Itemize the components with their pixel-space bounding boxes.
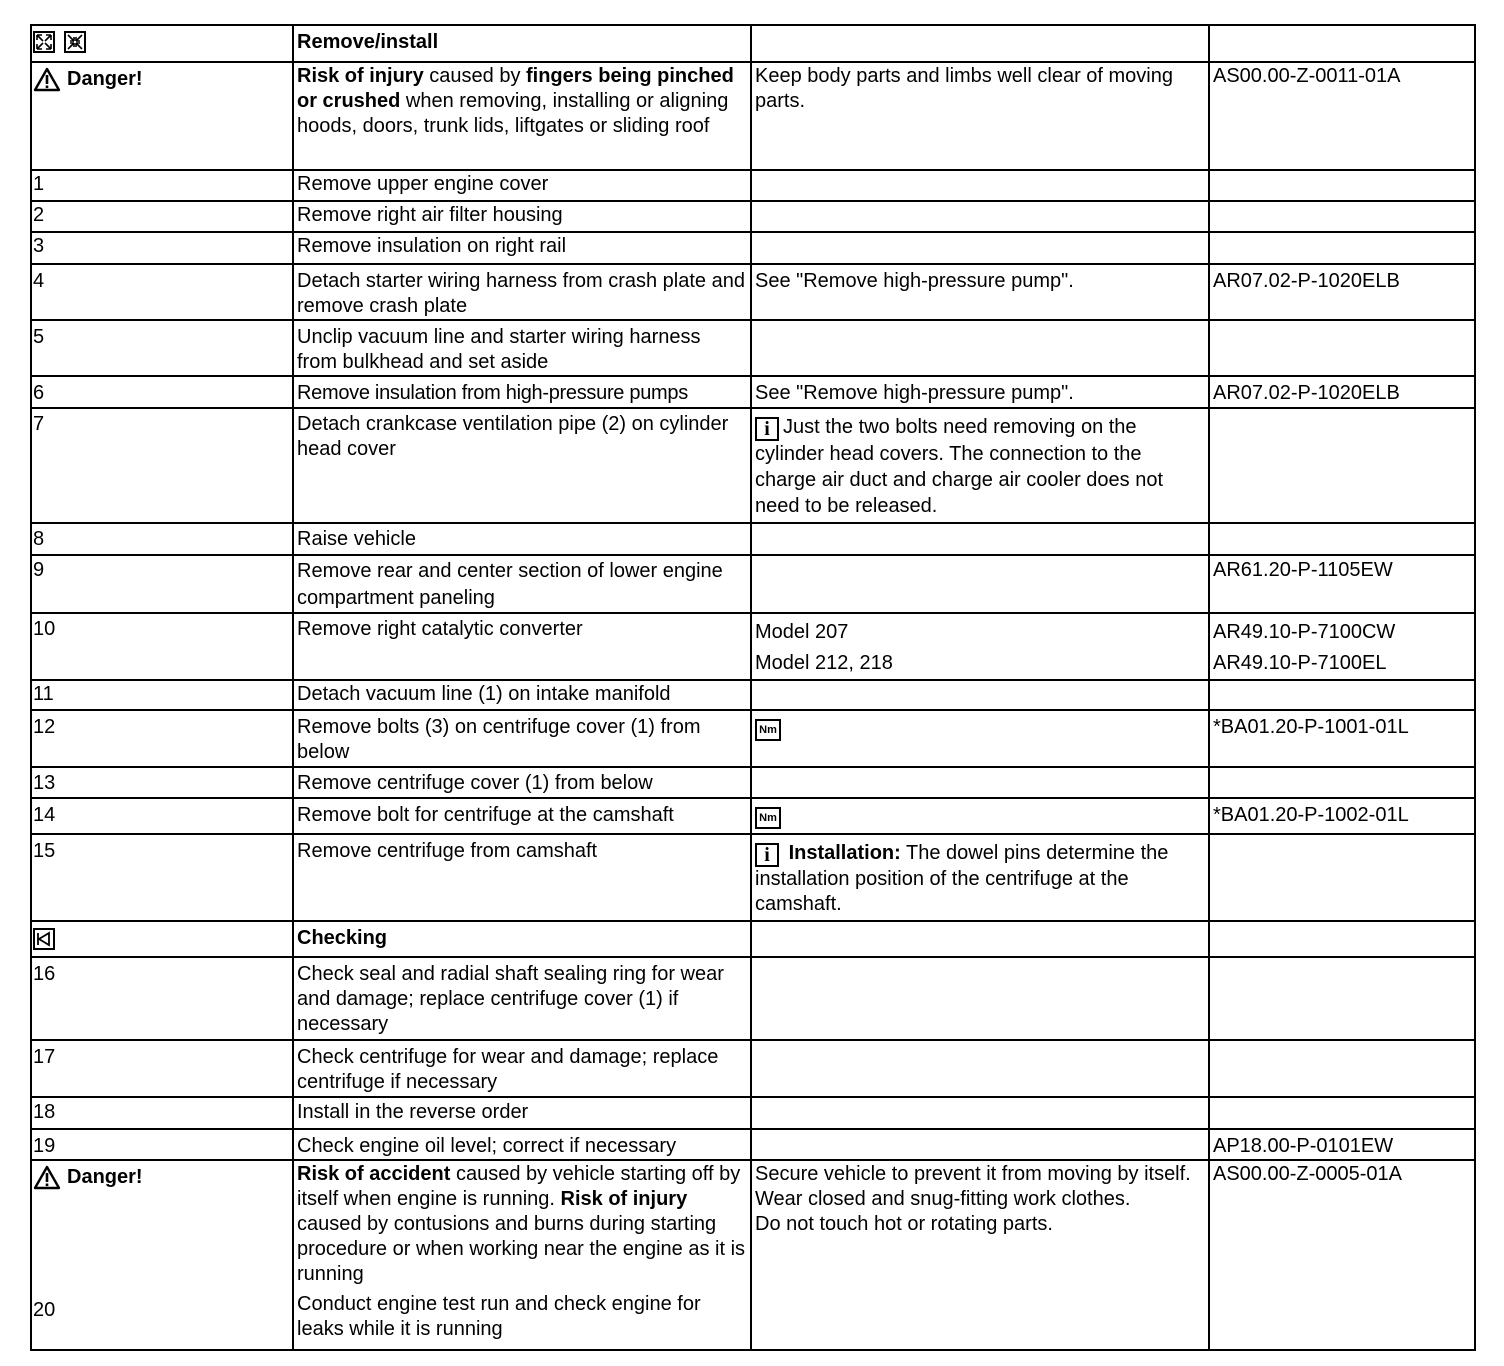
risk-bold-text: Risk of injury: [297, 65, 424, 87]
step-text: Remove insulation on right rail: [293, 232, 751, 264]
step-ref-link[interactable]: AR61.20-P-1105EW: [1209, 555, 1475, 613]
step-ref-link[interactable]: *BA01.20-P-1002-01L: [1209, 798, 1475, 834]
table-row: [31, 264, 1475, 320]
step-number: 6: [31, 376, 293, 408]
risk-text: caused by contusions and burns during starting procedure or when working near the engine as it is running: [297, 1213, 746, 1285]
table-row: [31, 376, 1475, 408]
empty-cell: [751, 170, 1209, 201]
checking-title: Checking: [293, 921, 751, 957]
step-number: 2: [31, 201, 293, 232]
info-icon: i: [755, 417, 779, 441]
empty-cell: [751, 680, 1209, 710]
step-number: 7: [31, 408, 293, 523]
danger-ref-link[interactable]: AS00.00-Z-0011-01A: [1209, 62, 1475, 170]
danger-risk-cell: [293, 1160, 751, 1350]
risk-text: caused by vehicle starting off by itself when engine is running.: [297, 1163, 741, 1210]
danger-label-cell: [31, 1160, 293, 1350]
checking-icon: [33, 928, 55, 950]
info-note-bold: Installation:: [788, 842, 901, 864]
danger-notes-cell: [751, 1160, 1209, 1350]
table-row: [31, 1097, 1475, 1129]
empty-cell: [751, 25, 1209, 62]
danger-label-cell: [31, 62, 293, 170]
expand-icon: [33, 31, 55, 53]
empty-cell: [751, 201, 1209, 232]
risk-bold-text: Risk of injury: [560, 1188, 688, 1210]
empty-cell: [751, 767, 1209, 798]
step-text: Remove right catalytic converter: [293, 613, 751, 680]
step-note-cell: [751, 613, 1209, 680]
empty-cell: [1209, 1040, 1475, 1097]
step-text: Detach crankcase ventilation pipe (2) on cylinder head cover: [293, 408, 751, 523]
info-note: Just the two bolts need removing on the cylinder head covers. The connection to the charge air duct and charge air cooler does not need to be released.: [755, 416, 1164, 517]
procedure-table: [30, 24, 1476, 1351]
table-row: [31, 523, 1475, 555]
empty-cell: [751, 1097, 1209, 1129]
step-ref-link[interactable]: AR07.02-P-1020ELB: [1209, 264, 1475, 320]
table-row: [31, 798, 1475, 834]
empty-cell: [1209, 320, 1475, 376]
empty-cell: [751, 232, 1209, 264]
step-note: See "Remove high-pressure pump".: [751, 264, 1209, 320]
empty-cell: [1209, 170, 1475, 201]
danger-row: [31, 62, 1475, 170]
step-number: 10: [31, 613, 293, 680]
empty-cell: [1209, 1097, 1475, 1129]
step-text: Check seal and radial shaft sealing ring for wear and damage; replace centrifuge cover (1) if necessary: [293, 957, 751, 1040]
table-row: [31, 710, 1475, 767]
danger-row: [31, 1160, 1475, 1350]
step-text: Remove right air filter housing: [293, 201, 751, 232]
step-info-cell: [751, 834, 1209, 921]
torque-cell: [751, 798, 1209, 834]
danger-note: Wear closed and snug-fitting work clothes.: [755, 1188, 1131, 1210]
step-text: Remove centrifuge from camshaft: [293, 834, 751, 921]
step-number: 13: [31, 767, 293, 798]
step-text: Remove insulation from high-pressure pumps: [293, 376, 751, 408]
step-number: 12: [31, 710, 293, 767]
step-number: 9: [31, 555, 293, 613]
empty-cell: [1209, 767, 1475, 798]
step-number: 17: [31, 1040, 293, 1097]
empty-cell: [1209, 921, 1475, 957]
empty-cell: [751, 1040, 1209, 1097]
empty-cell: [751, 320, 1209, 376]
step-text: Remove bolts (3) on centrifuge cover (1) from below: [293, 710, 751, 767]
step-text: Detach vacuum line (1) on intake manifold: [293, 680, 751, 710]
step-text: Remove upper engine cover: [293, 170, 751, 201]
step-number: 11: [31, 680, 293, 710]
torque-nm-icon: Nm: [755, 719, 781, 741]
step-number: 1: [31, 170, 293, 201]
empty-cell: [1209, 201, 1475, 232]
table-row: [31, 170, 1475, 201]
step-text: Remove rear and center section of lower engine compartment paneling: [293, 555, 751, 613]
risk-text: when removing, installing or aligning hoods, doors, trunk lids, liftgates or sliding roof: [297, 90, 729, 137]
empty-cell: [1209, 25, 1475, 62]
danger-note: Secure vehicle to prevent it from moving by itself.: [755, 1163, 1191, 1185]
header-row: [31, 25, 1475, 62]
empty-cell: [1209, 680, 1475, 710]
step-number: 8: [31, 523, 293, 555]
step-number: 3: [31, 232, 293, 264]
empty-cell: [751, 523, 1209, 555]
step-text: Remove centrifuge cover (1) from below: [293, 767, 751, 798]
step-number: 16: [31, 957, 293, 1040]
table-row: [31, 555, 1475, 613]
step-text: Conduct engine test run and check engine for leaks while it is running: [297, 1293, 701, 1340]
empty-cell: [751, 957, 1209, 1040]
section-title: Remove/install: [293, 25, 751, 62]
step-text: Check engine oil level; correct if necessary: [293, 1129, 751, 1160]
step-ref-cell: [1209, 613, 1475, 680]
step-number: 15: [31, 834, 293, 921]
table-row: [31, 320, 1475, 376]
step-ref-link[interactable]: AR49.10-P-7100CW: [1213, 621, 1396, 643]
step-ref-link[interactable]: AP18.00-P-0101EW: [1209, 1129, 1475, 1160]
empty-cell: [1209, 408, 1475, 523]
table-row: [31, 1040, 1475, 1097]
table-row: [31, 680, 1475, 710]
step-text: Check centrifuge for wear and damage; replace centrifuge if necessary: [293, 1040, 751, 1097]
empty-cell: [1209, 834, 1475, 921]
danger-warning: [33, 1165, 143, 1190]
step-number: 14: [31, 798, 293, 834]
step-text: Raise vehicle: [293, 523, 751, 555]
risk-text: caused by: [429, 65, 521, 87]
warning-triangle-icon: [33, 67, 61, 92]
info-icon: i: [755, 843, 779, 867]
torque-nm-icon: Nm: [755, 807, 781, 829]
collapse-icon: [64, 31, 86, 53]
danger-note: Do not touch hot or rotating parts.: [755, 1213, 1053, 1235]
step-text: Remove bolt for centrifuge at the camshaft: [293, 798, 751, 834]
table-row: [31, 201, 1475, 232]
header-icons-cell: [31, 25, 293, 62]
table-row: [31, 408, 1475, 523]
step-ref-link[interactable]: *BA01.20-P-1001-01L: [1209, 710, 1475, 767]
model-note: Model 207: [755, 621, 849, 643]
empty-cell: [1209, 957, 1475, 1040]
step-number: 18: [31, 1097, 293, 1129]
risk-bold-text: fingers being pinched or crushed: [297, 65, 734, 112]
table-row: [31, 1129, 1475, 1160]
step-text: Detach starter wiring harness from crash plate and remove crash plate: [293, 264, 751, 320]
checking-header-row: [31, 921, 1475, 957]
danger-warning: [33, 67, 143, 92]
step-ref-link[interactable]: AR49.10-P-7100EL: [1213, 652, 1387, 674]
danger-note: Keep body parts and limbs well clear of moving parts.: [751, 62, 1209, 170]
danger-risk-cell: [293, 62, 751, 170]
model-note: Model 212, 218: [755, 652, 893, 674]
table-row: [31, 613, 1475, 680]
risk-bold-text: Risk of accident: [297, 1163, 451, 1185]
table-row: [31, 834, 1475, 921]
step-number: 20: [33, 1299, 56, 1321]
step-number: 19: [31, 1129, 293, 1160]
step-number: 5: [31, 320, 293, 376]
warning-triangle-icon: [33, 1165, 61, 1190]
info-note: The dowel pins determine the installation position of the centrifuge at the camshaft.: [755, 842, 1169, 915]
checking-icon-cell: [31, 921, 293, 957]
empty-cell: [751, 921, 1209, 957]
torque-cell: [751, 710, 1209, 767]
step-text: Install in the reverse order: [293, 1097, 751, 1129]
step-text: Unclip vacuum line and starter wiring harness from bulkhead and set aside: [293, 320, 751, 376]
table-row: [31, 232, 1475, 264]
danger-label: Danger!: [67, 1166, 143, 1188]
step-info-cell: [751, 408, 1209, 523]
empty-cell: [1209, 232, 1475, 264]
empty-cell: [751, 1129, 1209, 1160]
danger-ref-link[interactable]: AS00.00-Z-0005-01A: [1209, 1160, 1475, 1350]
step-note: See "Remove high-pressure pump".: [751, 376, 1209, 408]
danger-label: Danger!: [67, 68, 143, 90]
empty-cell: [1209, 523, 1475, 555]
table-row: [31, 957, 1475, 1040]
step-ref-link[interactable]: AR07.02-P-1020ELB: [1209, 376, 1475, 408]
table-row: [31, 767, 1475, 798]
step-number: 4: [31, 264, 293, 320]
empty-cell: [751, 555, 1209, 613]
